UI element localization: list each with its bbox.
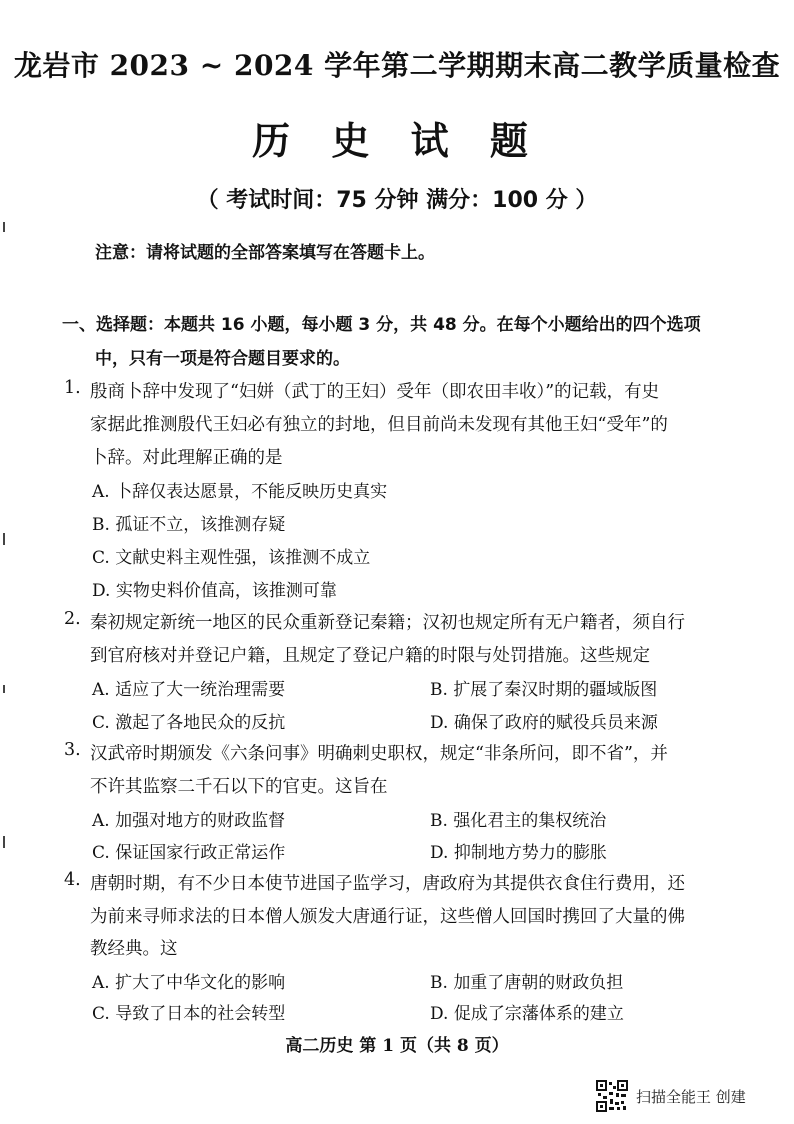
option-text: 保证国家行政正常运作 [115,843,286,863]
question-text-line: 汉武帝时期颁发《六条问事》明确刺史职权，规定“非条所问，即不省”，并 [90,744,668,764]
option-label: B. [92,515,110,535]
option-text: 扩大了中华文化的影响 [115,973,286,993]
option-text: 实物史料价值高，该推测可靠 [115,581,337,601]
option-c [92,838,285,863]
option-b [430,806,606,831]
question-text-line: 秦初规定新统一地区的民众重新登记秦籍；汉初也规定所有无户籍者，须自行 [90,613,685,633]
option-label: A. [92,811,110,831]
question-text-line: 卜辞。对此理解正确的是 [90,448,283,468]
option-label: C. [92,713,110,733]
option-label: A. [92,482,110,502]
option-text: 适应了大一统治理需要 [115,680,286,700]
option-text: 扩展了秦汉时期的疆域版图 [453,680,658,700]
option-label: B. [430,973,448,993]
option-a [92,675,285,700]
option-text: 文献史料主观性强，该推测不成立 [115,548,371,568]
option-label: B. [430,811,448,831]
question-text-line: 殷商卜辞中发现了“妇姘（武丁的王妇）受年（即农田丰收）”的记载，有史 [90,382,660,402]
question-text-line: 不许其监察二千石以下的官吏。这旨在 [90,777,388,797]
section-heading-line2: 中，只有一项是符合题目要求的。 [95,349,350,369]
option-a [92,968,285,993]
option-d [430,708,658,733]
option-label: A. [92,680,110,700]
option-text: 加强对地方的财政监督 [115,811,286,831]
question-number: 1. [64,378,81,398]
option-label: C. [92,548,110,568]
scan-edge-mark [3,533,5,545]
option-b [92,510,285,535]
option-text: 抑制地方势力的膨胀 [453,843,607,863]
option-d [92,576,337,601]
option-a [92,806,285,831]
exam-info: （ 考试时间：75 分钟 满分：100 分 ） [196,188,598,213]
subject-title: 历 史 试 题 [252,118,542,163]
option-c [92,543,370,568]
question-number: 4. [64,870,81,890]
option-text: 确保了政府的赋役兵员来源 [453,713,658,733]
option-text: 导致了日本的社会转型 [115,1004,286,1024]
option-c [92,999,285,1024]
option-label: C. [92,1004,110,1024]
option-text: 强化君主的集权统治 [453,811,607,831]
question-text-line: 为前来寻师求法的日本僧人颁发大唐通行证，这些僧人回国时携回了大量的佛 [90,907,685,927]
notice: 注意：请将试题的全部答案填写在答题卡上。 [95,243,435,263]
question-number: 2. [64,609,81,629]
option-d [430,838,607,863]
scanner-watermark [596,1080,746,1112]
option-text: 激起了各地民众的反抗 [115,713,286,733]
option-label: C. [92,843,110,863]
option-label: A. [92,973,110,993]
question-text-line: 唐朝时期，有不少日本使节进国子监学习，唐政府为其提供衣食住行费用，还 [90,874,685,894]
option-b [430,968,623,993]
scan-edge-mark [3,836,5,848]
option-label: D. [92,581,111,601]
option-text: 卜辞仅表达愿景，不能反映历史真实 [115,482,388,502]
scan-edge-mark [3,685,5,693]
watermark-text: 扫描全能王 创建 [636,1087,746,1106]
option-text: 孤证不立，该推测存疑 [115,515,286,535]
qr-code-icon [596,1080,628,1112]
option-text: 加重了唐朝的财政负担 [453,973,624,993]
option-b [430,675,657,700]
section-heading-line1: 一、选择题：本题共 16 小题，每小题 3 分，共 48 分。在每个小题给出的四个选项 [62,315,701,335]
option-label: D. [430,843,449,863]
option-label: D. [430,1004,449,1024]
question-text-line: 到官府核对并登记户籍，且规定了登记户籍的时限与处罚措施。这些规定 [90,646,650,666]
question-text-line: 家据此推测殷代王妇必有独立的封地，但目前尚未发现有其他王妇“受年”的 [90,415,668,435]
exam-title: 龙岩市 2023 ~ 2024 学年第二学期期末高二教学质量检查 [13,49,781,82]
scan-edge-mark [3,222,5,232]
question-number: 3. [64,740,81,760]
option-label: B. [430,680,448,700]
option-text: 促成了宗藩体系的建立 [453,1004,624,1024]
page-footer: 高二历史 第 1 页（共 8 页） [285,1036,509,1056]
option-a [92,477,387,502]
option-label: D. [430,713,449,733]
option-d [430,999,624,1024]
option-c [92,708,285,733]
question-text-line: 教经典。这 [90,939,178,959]
